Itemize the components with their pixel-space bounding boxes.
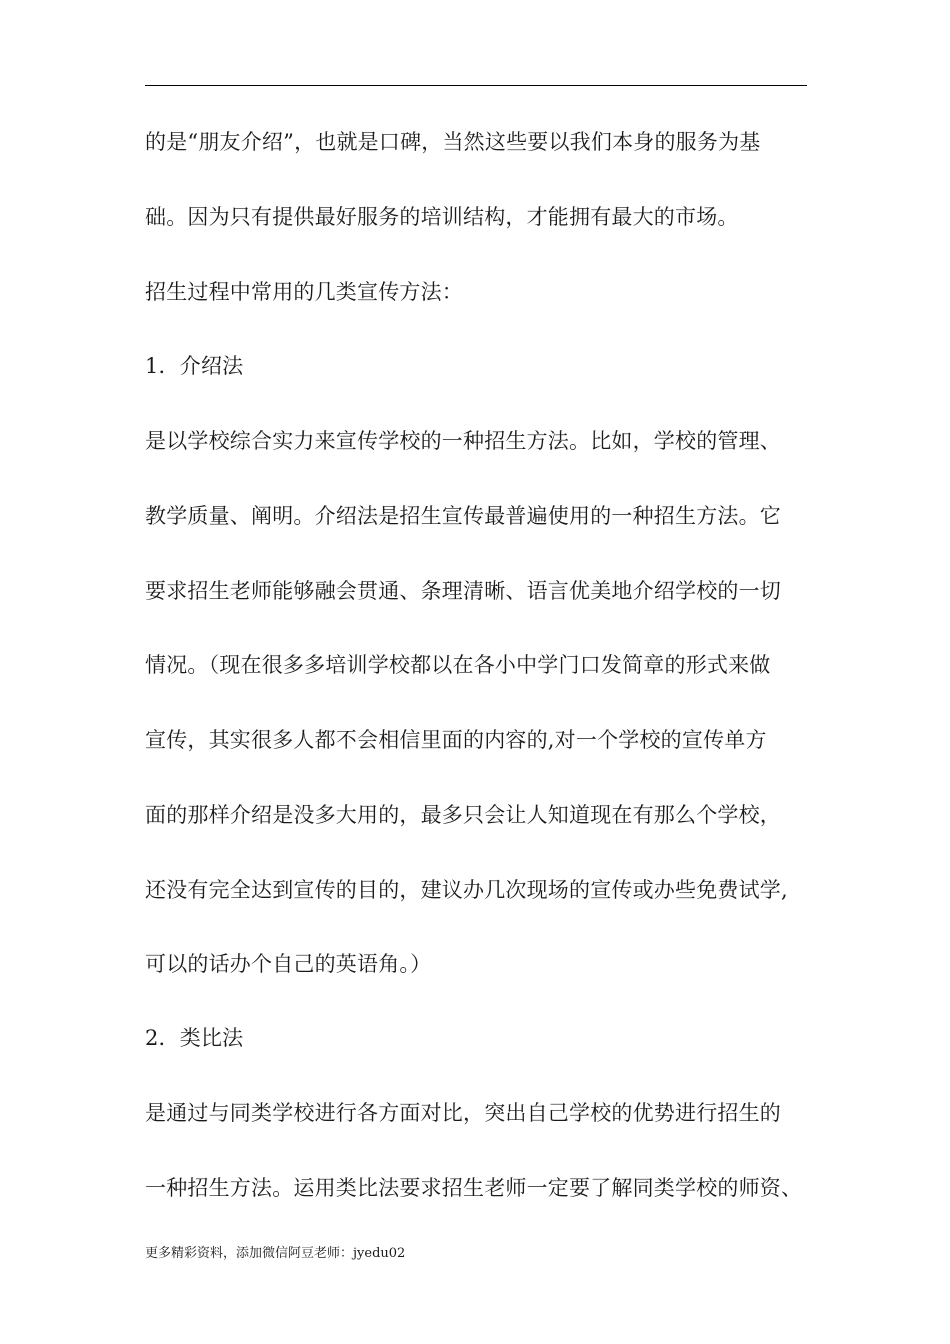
text-line-10: 面的那样介绍是没多大用的，最多只会让人知道现在有那么个学校， — [145, 803, 781, 827]
text-line-15: 一种招生方法。运用类比法要求招生老师一定要了解同类学校的师资、 — [145, 1176, 803, 1200]
text-line-2: 础。因为只有提供最好服务的培训结构，才能拥有最大的市场。 — [145, 205, 739, 229]
page-footer: 更多精彩资料，添加微信阿豆老师：jyedu02 — [145, 1246, 406, 1261]
text-line-6: 教学质量、阐明。介绍法是招生宣传最普遍使用的一种招生方法。它 — [145, 504, 781, 528]
heading-method-1: 1．介绍法 — [145, 354, 244, 378]
header-rule — [145, 85, 807, 86]
text-line-14: 是通过与同类学校进行各方面对比，突出自己学校的优势进行招生的 — [145, 1101, 781, 1125]
text-line-7: 要求招生老师能够融会贯通、条理清晰、语言优美地介绍学校的一切 — [145, 579, 781, 603]
text-line-9: 宣传，其实很多人都不会相信里面的内容的,对一个学校的宣传单方 — [145, 728, 767, 752]
heading-method-2: 2．类比法 — [145, 1026, 244, 1050]
section-intro-line: 招生过程中常用的几类宣传方法： — [145, 280, 463, 304]
text-line-12: 可以的话办个自己的英语角。） — [145, 952, 432, 976]
text-line-8: 情况。（现在很多多培训学校都以在各小中学门口发简章的形式来做 — [145, 653, 771, 677]
text-line-5: 是以学校综合实力来宣传学校的一种招生方法。比如，学校的管理、 — [145, 429, 781, 453]
text-line-1: 的是“朋友介绍”，也就是口碑，当然这些要以我们本身的服务为基 — [145, 130, 761, 154]
text-line-11: 还没有完全达到宣传的目的，建议办几次现场的宣传或办些免费试学, — [145, 878, 788, 902]
